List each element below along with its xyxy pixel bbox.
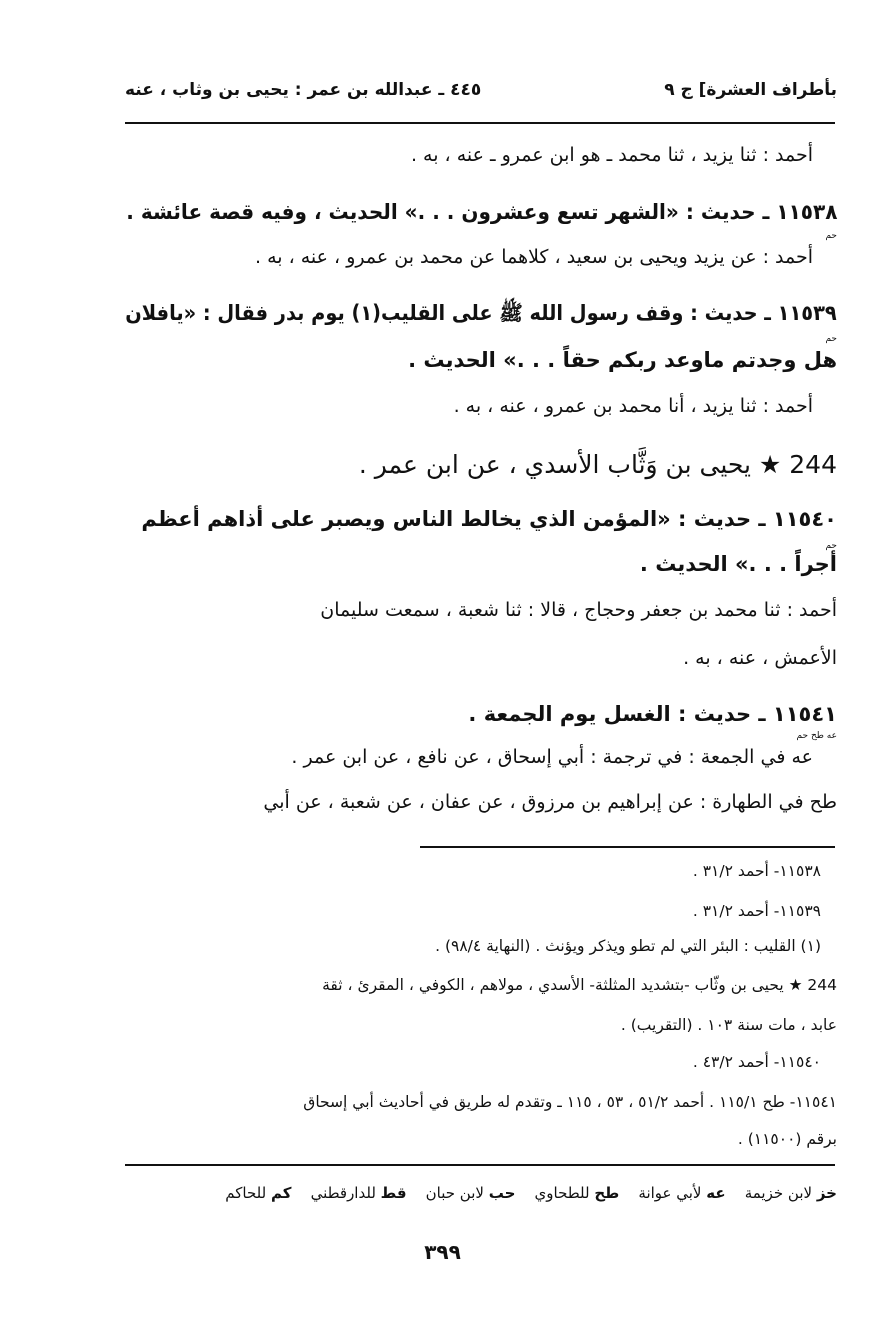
footnote-narrator: 244 ★ يحيى بن وثّاب -بتشديد المثلثة- الأسدي ، مولاهم ، الكوفي ، المقرئ ، ثقة <box>322 976 837 994</box>
footnote-narrator-cont: عابد ، مات سنة ١٠٣ . (التقريب) . <box>620 1016 837 1034</box>
page-number: ٣٩٩ <box>424 1240 461 1264</box>
hadith-text-line: هل وجدتم ماوعد ربكم حقاً . . .» الحديث . <box>408 348 837 372</box>
header-rule <box>125 122 835 124</box>
abbreviation-rule <box>125 1164 835 1166</box>
abbr-code: كم <box>270 1184 292 1202</box>
chain-line: أحمد : ثنا محمد بن جعفر وحجاج ، قالا : ثنا شعبة ، سمعت سليمان <box>320 599 837 621</box>
footnote-11539: ١١٥٣٩- أحمد ٣١/٢ . <box>692 902 821 920</box>
footnote-11538: ١١٥٣٨- أحمد ٣١/٢ . <box>692 862 821 880</box>
abbr-text: للطحاوي <box>534 1184 590 1202</box>
footnote-rule <box>420 846 835 848</box>
narrator-heading: 244 ★ يحيى بن وَثَّاب الأسدي ، عن ابن عمر . <box>358 450 837 479</box>
abbr-code: قط <box>380 1184 407 1202</box>
abbr-code: حب <box>488 1184 516 1202</box>
footnote-qalib: (١) القليب : البئر التي لم تطو ويذكر ويؤنث . (النهاية ٩٨/٤) . <box>435 937 821 955</box>
hadith-11539: ١١٥٣٩ ـ حديث : وقف رسول الله ﷺ على القليب(١) يوم بدر فقال : «يافلان <box>125 301 837 325</box>
abbr-text: لأبي عوانة <box>638 1184 702 1202</box>
running-header-book: بأطراف العشرة] ج ٩ <box>664 80 837 100</box>
chain-line: أحمد : عن يزيد ويحيى بن سعيد ، كلاهما عن محمد بن عمرو ، عنه ، به . <box>254 246 813 268</box>
footnote-11540: ١١٥٤٠- أحمد ٤٣/٢ . <box>692 1053 821 1071</box>
chain-line: الأعمش ، عنه ، به . <box>683 647 837 669</box>
chain-line: أحمد : ثنا يزيد ، ثنا محمد ـ هو ابن عمرو ـ عنه ، به . <box>410 144 813 166</box>
siglum-mark: حم <box>825 334 837 344</box>
abbr-code: طح <box>594 1184 620 1202</box>
chain-line: طح في الطهارة : عن إبراهيم بن مرزوق ، عن عفان ، عن شعبة ، عن أبي <box>263 791 837 813</box>
hadith-text-line: أجراً . . .» الحديث . <box>639 552 837 576</box>
abbreviation-key <box>225 1184 837 1202</box>
siglum-mark: حم <box>825 231 837 241</box>
siglum-mark: حم <box>825 541 837 551</box>
abbr-text: لابن خزيمة <box>744 1184 813 1202</box>
hadith-11541: ١١٥٤١ ـ حديث : الغسل يوم الجمعة . <box>468 702 837 726</box>
footnote-11541-cont: برقم (١١٥٠٠) . <box>737 1130 837 1148</box>
abbr-text: لابن حبان <box>425 1184 484 1202</box>
footnote-11541: ١١٥٤١- طح ١١٥/١ . أحمد ٥١/٢ ، ٥٣ ، ١١٥ ـ وتقدم له طريق في أحاديث أبي إسحاق <box>303 1093 837 1111</box>
abbr-code: خز <box>816 1184 837 1202</box>
siglum-mark: عه طح حم <box>796 731 837 741</box>
abbr-code: عه <box>706 1184 726 1202</box>
chain-line: عه في الجمعة : في ترجمة : أبي إسحاق ، عن نافع ، عن ابن عمر . <box>291 746 813 768</box>
abbr-text: للحاكم <box>225 1184 267 1202</box>
chain-line: أحمد : ثنا يزيد ، أنا محمد بن عمرو ، عنه ، به . <box>453 395 813 417</box>
hadith-11540: ١١٥٤٠ ـ حديث : «المؤمن الذي يخالط الناس ويصبر على أذاهم أعظم <box>141 507 837 531</box>
hadith-11538: ١١٥٣٨ ـ حديث : «الشهر تسع وعشرون . . .» الحديث ، وفيه قصة عائشة . <box>125 200 837 224</box>
abbr-text: للدارقطني <box>310 1184 376 1202</box>
running-header-chapter: ٤٤٥ ـ عبدالله بن عمر : يحيى بن وثاب ، عنه <box>125 80 482 100</box>
